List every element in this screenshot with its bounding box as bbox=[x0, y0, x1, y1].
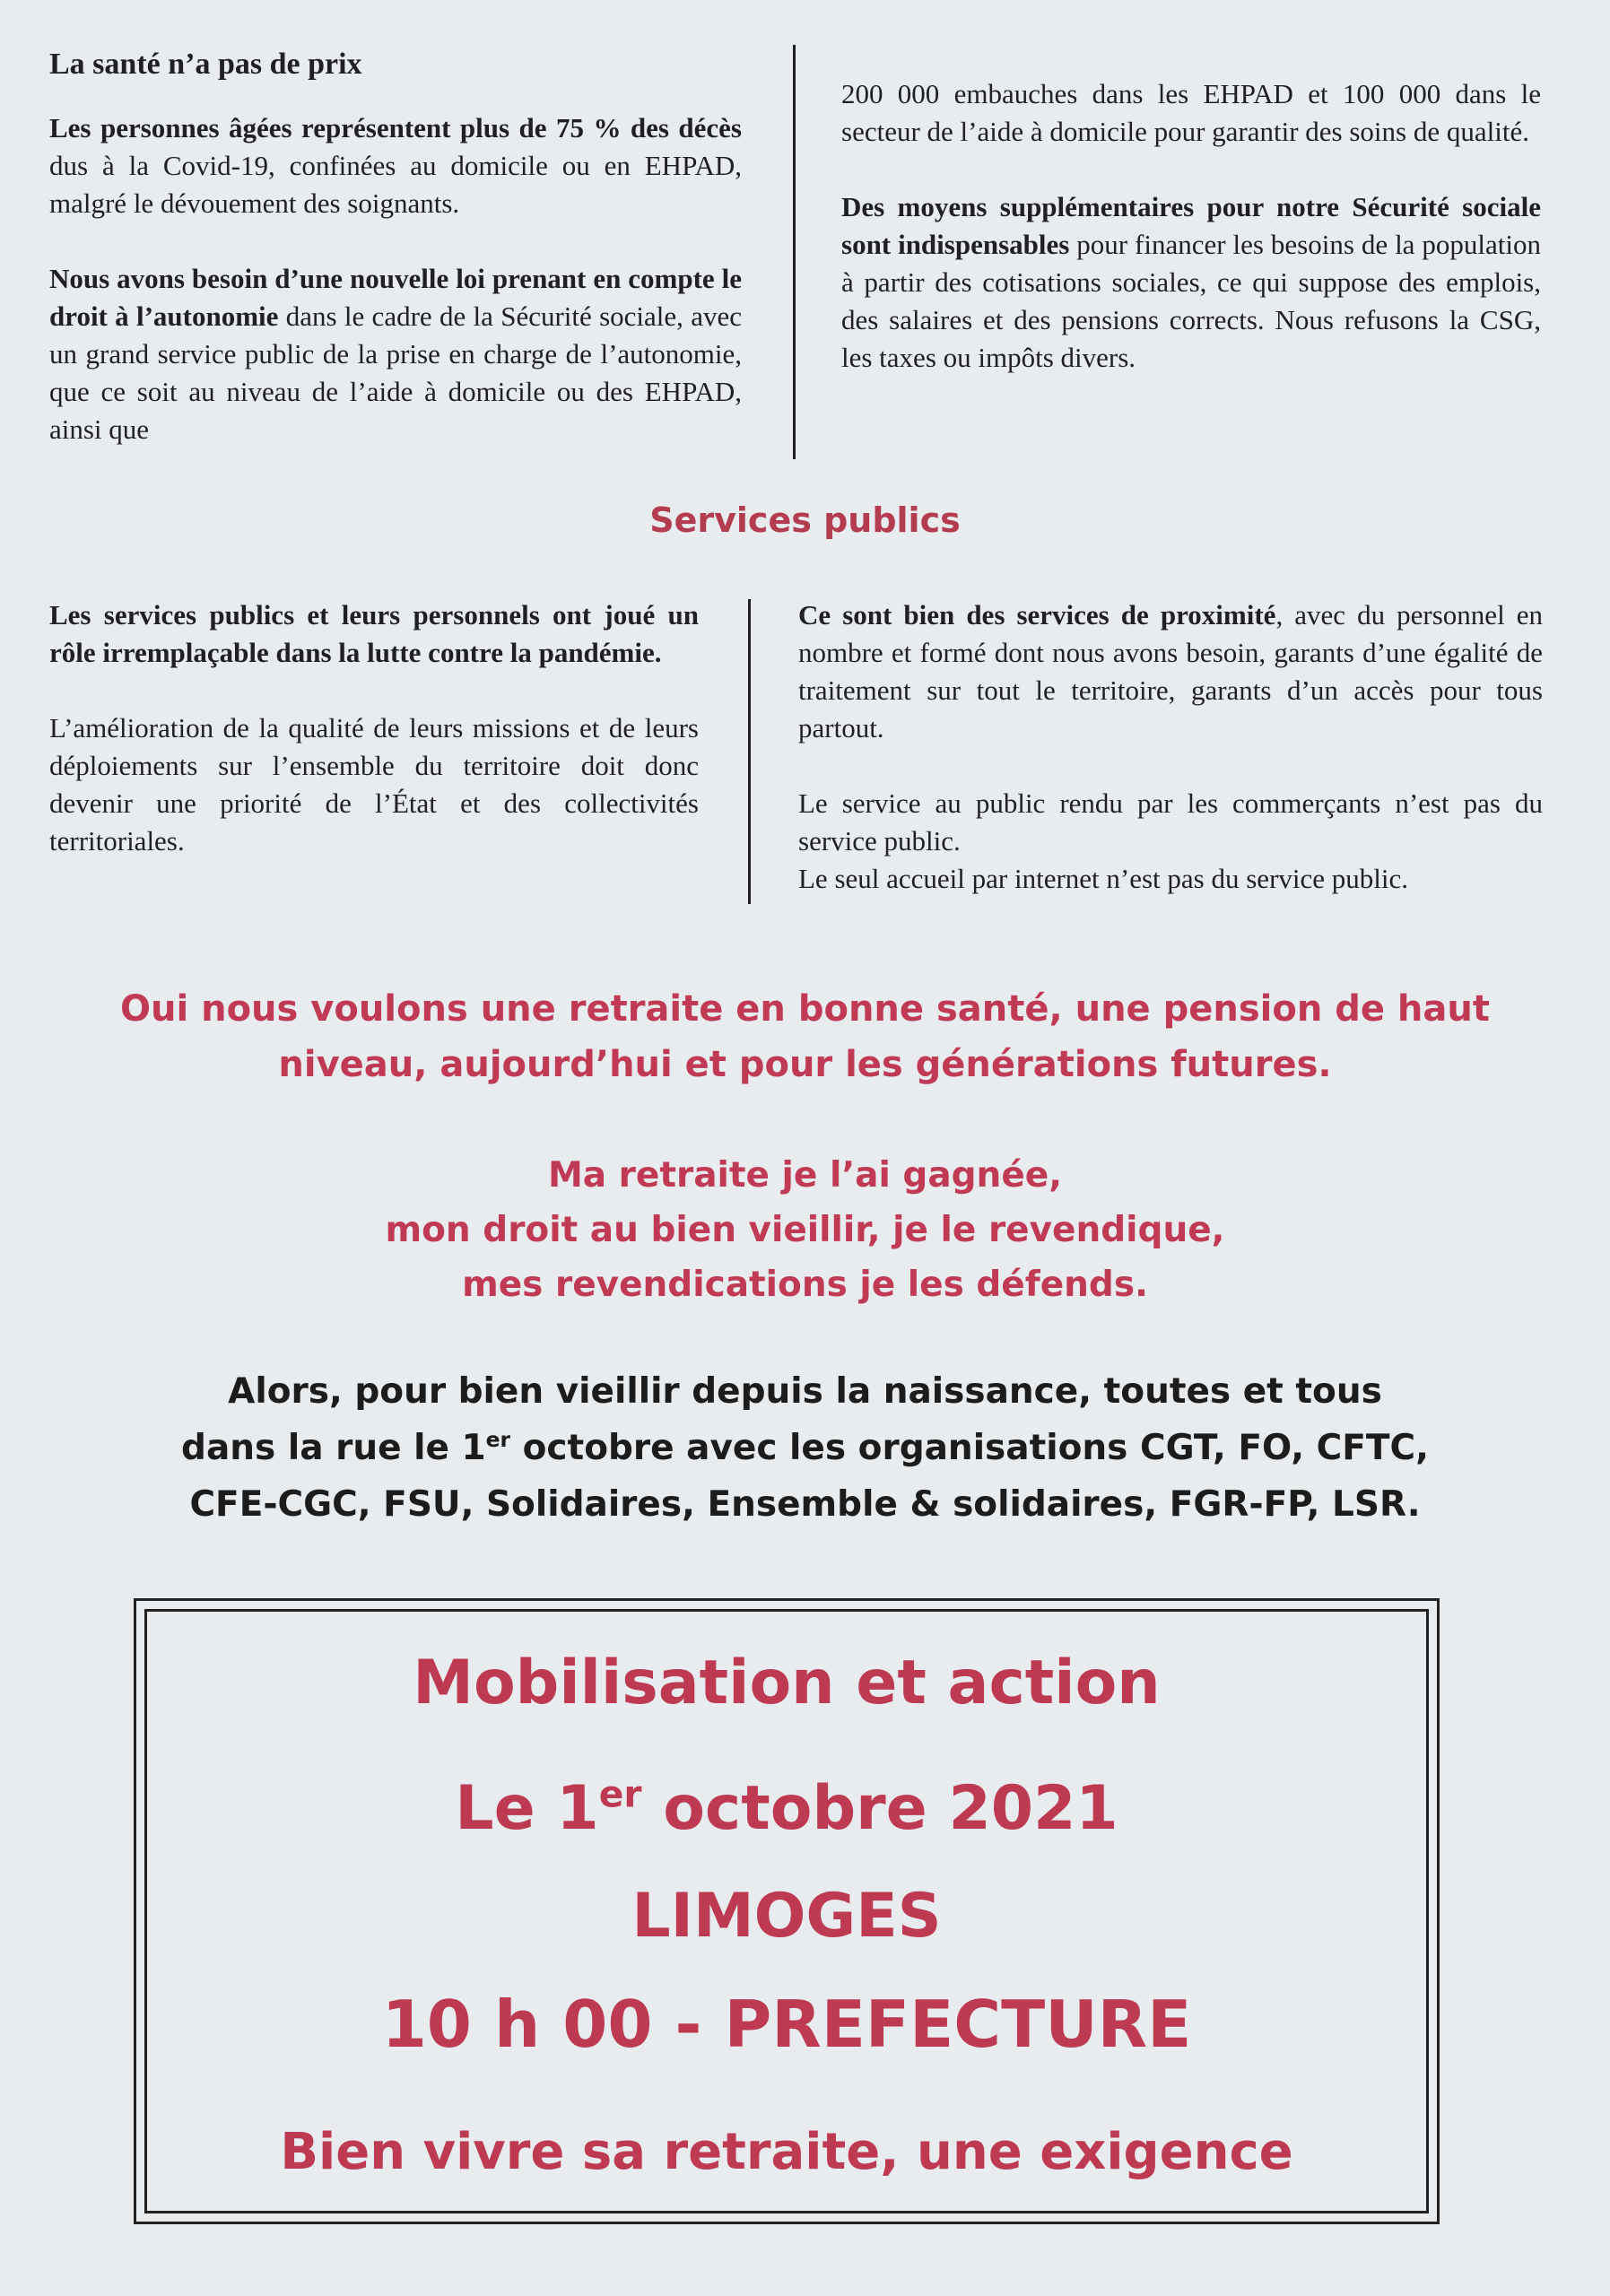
health-paragraph-1 bbox=[49, 109, 742, 222]
slogan-line-1: Oui nous voulons une retraite en bonne santé, une pension de haut bbox=[119, 988, 1490, 1030]
event-date-ordinal: er bbox=[598, 1772, 642, 1816]
call-line-2-start: dans la rue le 1 bbox=[181, 1428, 486, 1468]
event-date-start: Le 1 bbox=[455, 1773, 599, 1844]
claim-line-1: Ma retraite je l’ai gagnée, bbox=[547, 1155, 1063, 1196]
health-left-column bbox=[49, 45, 742, 448]
health-paragraph-2 bbox=[49, 260, 742, 448]
call-block bbox=[0, 1363, 1610, 1533]
health-paragraph-4 bbox=[841, 188, 1541, 377]
health-heading: La santé n’a pas de prix bbox=[49, 48, 362, 81]
health-paragraph-3: 200 000 embauches dans les EHPAD et 100 000 dans le secteur de l’aide à domicile pour garantir des soins de qualité. bbox=[841, 78, 1541, 147]
services-paragraph-3 bbox=[798, 596, 1543, 747]
event-box bbox=[134, 1598, 1440, 2224]
call-ordinal: er bbox=[485, 1426, 511, 1452]
event-time-place: 10 h 00 - PREFECTURE bbox=[381, 1987, 1192, 2062]
health-p1-text: dus à la Covid-19, confinées au domicile ou en EHPAD, malgré le dévouement des soignants. bbox=[49, 150, 742, 219]
services-paragraph-4: Le service au public rendu par les commerçants n’est pas du service public. bbox=[798, 787, 1543, 857]
health-p4-text: pour financer les besoins de la population à partir des cotisations sociales, ce qui suppose des emplois, des salaires et des pensions corrects. Nous refusons la CSG, les taxes ou impôts divers. bbox=[841, 229, 1541, 373]
call-line-2 bbox=[0, 1420, 1610, 1476]
slogan-block bbox=[0, 981, 1610, 1092]
services-p3-text: , avec du personnel en nombre et formé dont nous avons besoin, garants d’une égalité de traitement sur tout le territoire, garants d’un accès pour tous partout. bbox=[798, 599, 1543, 744]
services-p3-bold: Ce sont bien des services de proximité bbox=[798, 599, 1276, 631]
health-p2-bold: Nous avons besoin d’une nouvelle loi prenant en compte le droit à l’autonomie bbox=[49, 263, 742, 332]
claim-block bbox=[0, 1148, 1610, 1312]
event-motto: Bien vivre sa retraite, une exigence bbox=[280, 2123, 1293, 2181]
call-line-3: CFE-CGC, FSU, Solidaires, Ensemble & solidaires, FGR-FP, LSR. bbox=[189, 1484, 1421, 1525]
slogan-line-2: niveau, aujourd’hui et pour les générations futures. bbox=[278, 1044, 1332, 1085]
health-right-column bbox=[841, 75, 1541, 377]
services-p1-bold: Les services publics et leurs personnels ont joué un rôle irremplaçable dans la lutte contre la pandémie. bbox=[49, 599, 699, 668]
services-paragraph-1 bbox=[49, 596, 699, 672]
health-column-divider bbox=[793, 45, 796, 459]
claim-line-2: mon droit au bien vieillir, je le revendique, bbox=[385, 1210, 1225, 1250]
event-headline: Mobilisation et action bbox=[413, 1648, 1161, 1718]
event-city: LIMOGES bbox=[631, 1881, 942, 1952]
services-paragraph-2: L’amélioration de la qualité de leurs missions et de leurs déploiements sur l’ensemble du territoire doit donc devenir une priorité de l’État et des collectivités territoriales. bbox=[49, 712, 699, 857]
health-p4-bold: Des moyens supplémentaires pour notre Sécurité sociale sont indispensables bbox=[841, 191, 1541, 260]
health-p1-bold: Les personnes âgées représentent plus de 75 % des décès bbox=[49, 112, 742, 144]
event-date bbox=[147, 1773, 1426, 1845]
services-right-column bbox=[798, 596, 1543, 898]
event-box-inner-frame bbox=[144, 1609, 1429, 2213]
services-paragraph-5: Le seul accueil par internet n’est pas du service public. bbox=[798, 863, 1409, 894]
call-line-1: Alors, pour bien vieillir depuis la naissance, toutes et tous bbox=[228, 1371, 1382, 1412]
health-p2-text: dans le cadre de la Sécurité sociale, avec un grand service public de la prise en charge de l’autonomie, que ce soit au niveau de l’aide à domicile ou des EHPAD, ainsi que bbox=[49, 300, 743, 445]
claim-line-3: mes revendications je les défends. bbox=[462, 1265, 1148, 1305]
call-line-2-end: octobre avec les organisations CGT, FO, CFTC, bbox=[510, 1428, 1429, 1468]
services-heading: Services publics bbox=[649, 500, 961, 540]
event-date-end: octobre 2021 bbox=[641, 1773, 1118, 1844]
services-column-divider bbox=[748, 599, 751, 904]
services-left-column bbox=[49, 596, 699, 860]
